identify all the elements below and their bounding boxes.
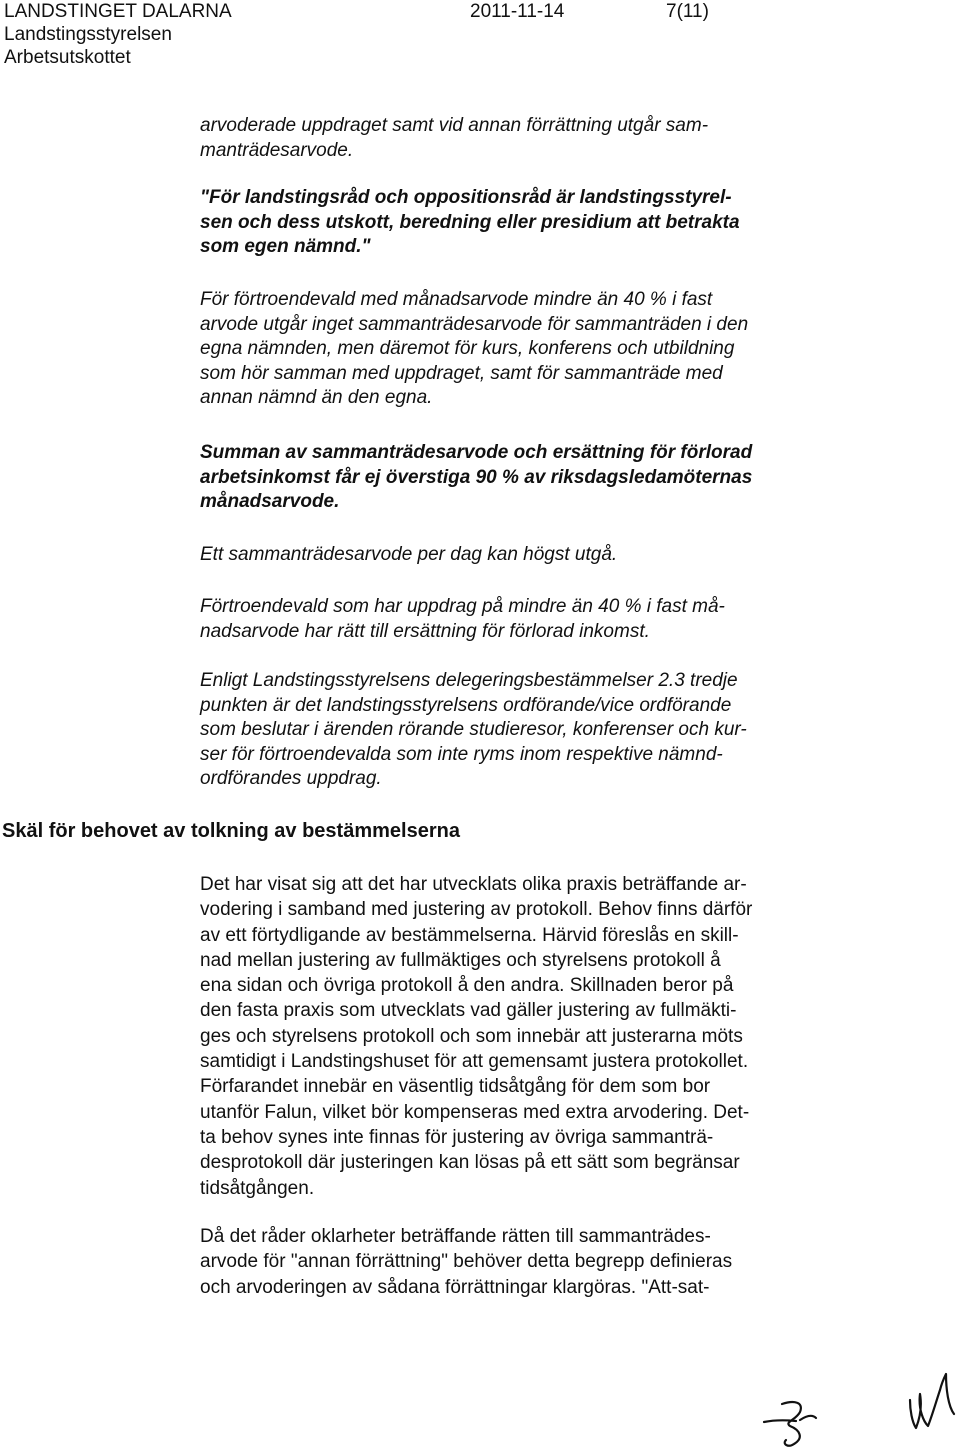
text-line: ordförandes uppdrag.	[200, 768, 382, 789]
header-unit: Arbetsutskottet	[4, 47, 131, 68]
text-line: desprotokoll där justeringen kan lösas på ett sätt som begränsar	[200, 1152, 740, 1174]
text-line: av ett förtydligande av bestämmelserna. Härvid föreslås en skill-	[200, 924, 739, 946]
paragraph-unclear	[200, 1224, 860, 1300]
paragraph-monthly-fee	[200, 288, 860, 411]
quote-bold	[200, 186, 860, 260]
paragraph-reasons	[200, 872, 860, 1201]
text-line: som beslutar i ärenden rörande studieresor, konferenser och kur-	[200, 719, 747, 740]
text-line: månadsarvode.	[200, 491, 340, 512]
text-line: den fasta praxis som utvecklats vad gäller justering av fullmäkti-	[200, 1000, 737, 1022]
text-line: ta behov synes inte finnas för justering av övriga sammanträ-	[200, 1126, 714, 1148]
text-line: ges och styrelsens protokoll och som innebär att justerarna möts	[200, 1025, 743, 1047]
paragraph-per-day	[200, 543, 860, 568]
paragraph-sum-limit	[200, 441, 860, 515]
section-heading: Skäl för behovet av tolkning av bestämmelserna	[2, 820, 460, 842]
text-line: nad mellan justering av fullmäktiges och styrelsens protokoll å	[200, 949, 721, 971]
text-line: arbetsinkomst får ej överstiga 90 % av riksdagsledamöternas	[200, 466, 753, 488]
text-line: Det har visat sig att det har utvecklats olika praxis beträffande ar-	[200, 874, 747, 895]
text-line: Summan av sammanträdesarvode och ersättning för förlorad	[200, 442, 753, 463]
text-line: arvoderade uppdraget samt vid annan förrättning utgår sam-	[200, 115, 709, 136]
text-line: egna nämnden, men däremot för kurs, konferens och utbildning	[200, 338, 735, 359]
header-top-row	[4, 0, 764, 23]
initial-stroke	[800, 1416, 816, 1420]
text-line: manträdesarvode.	[200, 139, 354, 161]
initial-stroke	[910, 1374, 954, 1428]
text-line: punkten är det landstingsstyrelsens ordförande/vice ordförande	[200, 694, 732, 716]
text-line: som hör samman med uppdraget, samt för sammanträde med	[200, 362, 723, 384]
document-header	[4, 0, 764, 69]
header-date: 2011-11-14	[470, 1, 565, 22]
text-line: arvode för "annan förrättning" behöver detta begrepp definieras	[200, 1251, 733, 1273]
text-line: samtidigt i Landstingshuset för att gemensamt justera protokollet.	[200, 1051, 749, 1073]
text-line: tidsåtgången.	[200, 1177, 315, 1199]
text-line: vodering i samband med justering av protokoll. Behov finns därför	[200, 899, 753, 921]
initial-stroke	[782, 1402, 801, 1446]
text-line: "För landstingsråd och oppositionsråd är landstingsstyrel-	[200, 187, 732, 208]
text-line: arvode utgår inget sammanträdesarvode för sammanträden i den	[200, 313, 749, 335]
text-line: Förfarandet innebär en väsentlig tidsåtgång för dem som bor	[200, 1076, 711, 1098]
text-line: Förtroendevald som har uppdrag på mindre än 40 % i fast må-	[200, 596, 725, 617]
paragraph-delegation	[200, 669, 860, 792]
text-line: Ett sammanträdesarvode per dag kan högst utgå.	[200, 544, 618, 565]
paragraph-loss-of-income	[200, 595, 860, 644]
text-line: som egen nämnd."	[200, 236, 371, 257]
text-line: För förtroendevald med månadsarvode mindre än 40 % i fast	[200, 289, 713, 310]
text-line: och arvoderingen av sådana förrättningar klargöras. "Att-sat-	[200, 1276, 710, 1298]
text-line: ena sidan och övriga protokoll å den andra. Skillnaden beror på	[200, 975, 734, 997]
text-line: utanför Falun, vilket bör kompenseras med extra arvodering. Det-	[200, 1101, 750, 1123]
header-organization: LANDSTINGET DALARNA	[4, 1, 232, 22]
text-line: Då det råder oklarheter beträffande rätten till sammanträdes-	[200, 1226, 711, 1247]
header-page-number: 7(11)	[666, 1, 709, 22]
text-line: Enligt Landstingsstyrelsens delegeringsbestämmelser 2.3 tredje	[200, 670, 738, 691]
handwritten-initials	[760, 1360, 960, 1449]
text-line: ser för förtroendevalda som inte ryms inom respektive nämnd-	[200, 743, 723, 765]
header-department: Landstingsstyrelsen	[4, 24, 172, 45]
text-line: nadsarvode har rätt till ersättning för förlorad inkomst.	[200, 620, 650, 642]
quote-continuation	[200, 114, 860, 163]
text-line: annan nämnd än den egna.	[200, 387, 433, 408]
text-line: sen och dess utskott, beredning eller presidium att betrakta	[200, 211, 740, 233]
